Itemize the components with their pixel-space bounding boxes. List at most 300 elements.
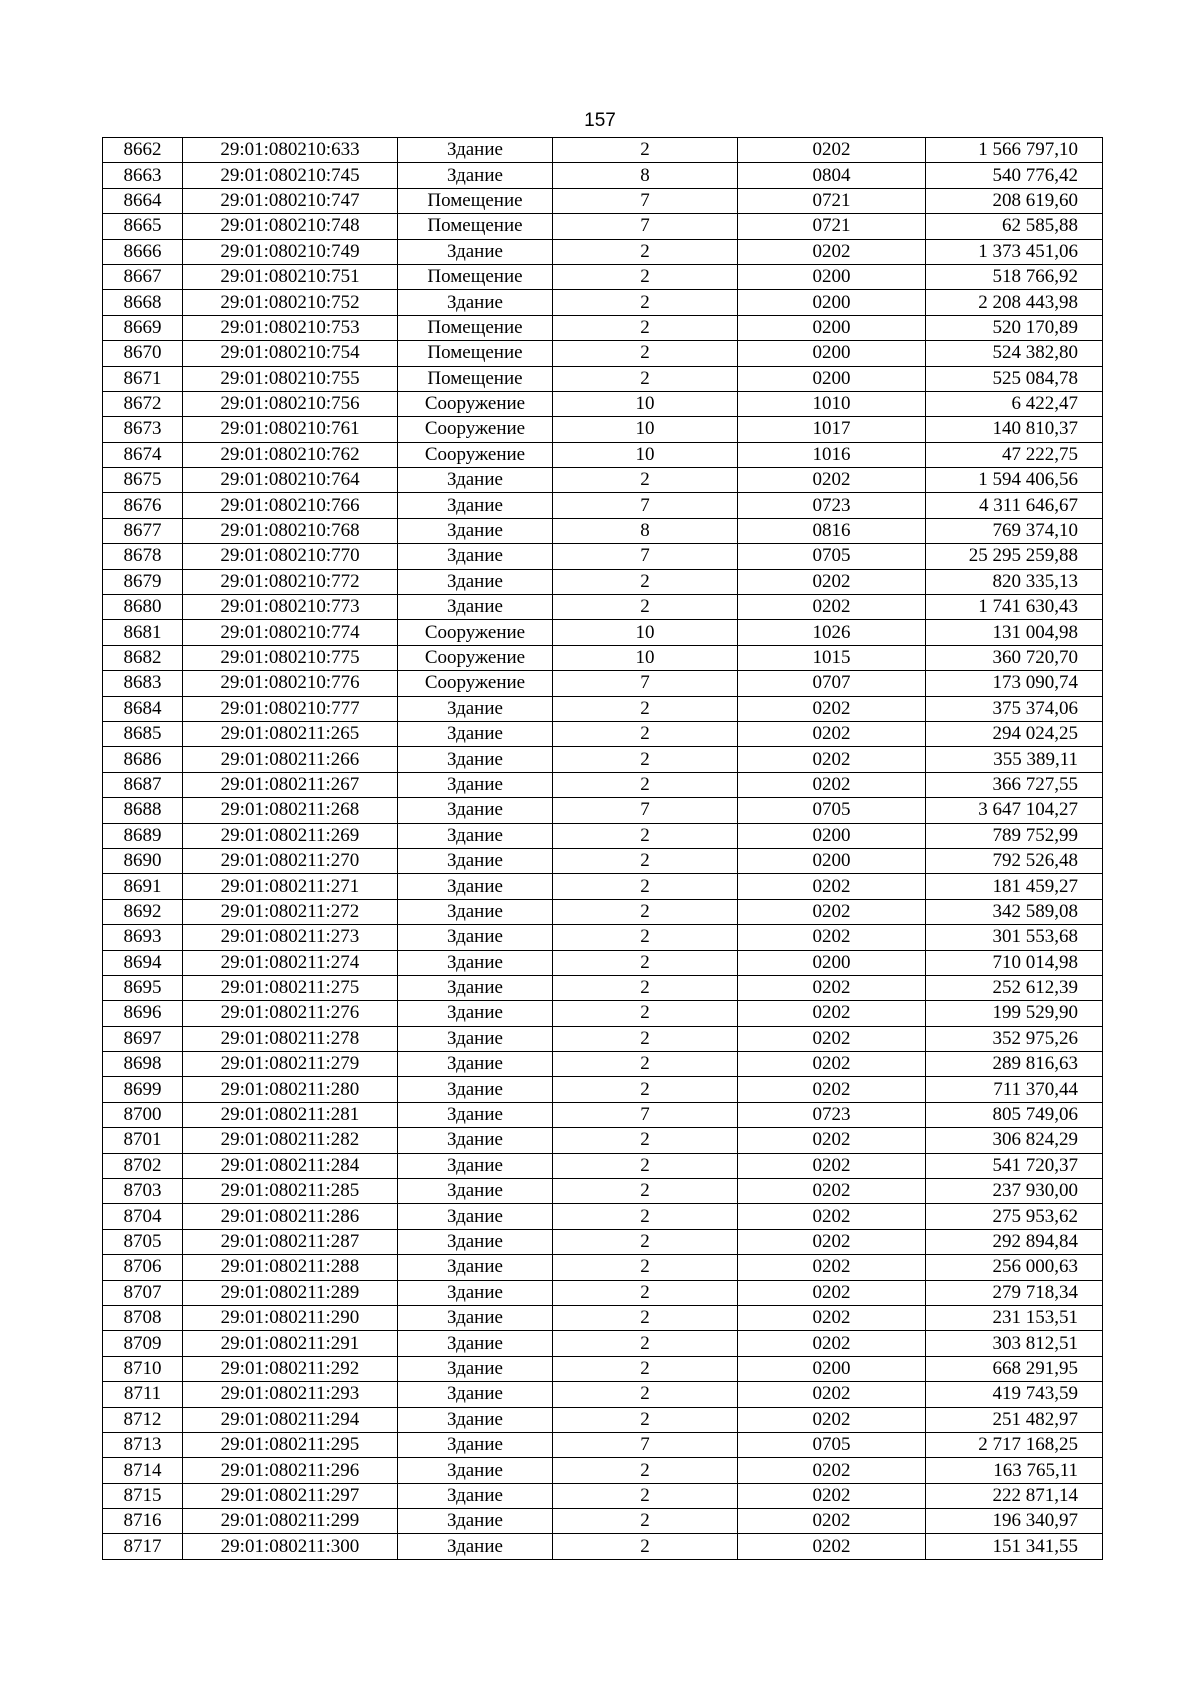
group-cell: 10 [553, 620, 738, 645]
row-number-cell: 8671 [103, 366, 183, 391]
cadastral-value-cell: 541 720,37 [926, 1153, 1103, 1178]
group-cell: 10 [553, 645, 738, 670]
code-cell: 0804 [738, 163, 926, 188]
code-cell: 0202 [738, 1153, 926, 1178]
code-cell: 0202 [738, 1458, 926, 1483]
code-cell: 1016 [738, 442, 926, 467]
cadastral-number-cell: 29:01:080211:267 [183, 772, 398, 797]
row-number-cell: 8717 [103, 1534, 183, 1559]
row-number-cell: 8712 [103, 1407, 183, 1432]
table-row [103, 442, 1103, 467]
cadastral-number-cell: 29:01:080210:747 [183, 188, 398, 213]
cadastral-value-cell: 25 295 259,88 [926, 544, 1103, 569]
code-cell: 0721 [738, 214, 926, 239]
table-row [103, 1229, 1103, 1254]
cadastral-value-cell: 1 741 630,43 [926, 595, 1103, 620]
table-row [103, 645, 1103, 670]
code-cell: 0202 [738, 899, 926, 924]
group-cell: 2 [553, 1179, 738, 1204]
cadastral-number-cell: 29:01:080211:280 [183, 1077, 398, 1102]
cadastral-number-cell: 29:01:080210:776 [183, 671, 398, 696]
object-type-cell: Помещение [398, 264, 553, 289]
table-row [103, 391, 1103, 416]
cadastral-number-cell: 29:01:080211:282 [183, 1128, 398, 1153]
group-cell: 2 [553, 1026, 738, 1051]
row-number-cell: 8665 [103, 214, 183, 239]
cadastral-value-cell: 518 766,92 [926, 264, 1103, 289]
object-type-cell: Здание [398, 874, 553, 899]
cadastral-number-cell: 29:01:080210:773 [183, 595, 398, 620]
cadastral-value-cell: 256 000,63 [926, 1255, 1103, 1280]
table-row [103, 1509, 1103, 1534]
table-row [103, 899, 1103, 924]
row-number-cell: 8699 [103, 1077, 183, 1102]
cadastral-value-cell: 199 529,90 [926, 1001, 1103, 1026]
cadastral-number-cell: 29:01:080210:745 [183, 163, 398, 188]
code-cell: 1026 [738, 620, 926, 645]
code-cell: 0202 [738, 975, 926, 1000]
cadastral-value-cell: 289 816,63 [926, 1052, 1103, 1077]
object-type-cell: Здание [398, 899, 553, 924]
cadastral-number-cell: 29:01:080211:265 [183, 721, 398, 746]
table-row [103, 138, 1103, 163]
cadastral-number-cell: 29:01:080211:285 [183, 1179, 398, 1204]
cadastral-value-cell: 525 084,78 [926, 366, 1103, 391]
code-cell: 0816 [738, 518, 926, 543]
object-type-cell: Здание [398, 1280, 553, 1305]
code-cell: 0202 [738, 595, 926, 620]
cadastral-number-cell: 29:01:080211:294 [183, 1407, 398, 1432]
group-cell: 2 [553, 925, 738, 950]
code-cell: 0202 [738, 1305, 926, 1330]
cadastral-value-cell: 419 743,59 [926, 1382, 1103, 1407]
row-number-cell: 8707 [103, 1280, 183, 1305]
cadastral-value-cell: 301 553,68 [926, 925, 1103, 950]
object-type-cell: Помещение [398, 188, 553, 213]
cadastral-value-cell: 208 619,60 [926, 188, 1103, 213]
object-type-cell: Здание [398, 468, 553, 493]
group-cell: 2 [553, 823, 738, 848]
table-row [103, 772, 1103, 797]
cadastral-value-cell: 1 594 406,56 [926, 468, 1103, 493]
table-row [103, 569, 1103, 594]
group-cell: 8 [553, 163, 738, 188]
object-type-cell: Сооружение [398, 442, 553, 467]
cadastral-number-cell: 29:01:080211:293 [183, 1382, 398, 1407]
table-body [103, 138, 1103, 1560]
cadastral-value-cell: 292 894,84 [926, 1229, 1103, 1254]
row-number-cell: 8670 [103, 341, 183, 366]
row-number-cell: 8686 [103, 747, 183, 772]
cadastral-value-cell: 173 090,74 [926, 671, 1103, 696]
cadastral-value-cell: 2 208 443,98 [926, 290, 1103, 315]
table-row [103, 341, 1103, 366]
cadastral-number-cell: 29:01:080210:754 [183, 341, 398, 366]
object-type-cell: Здание [398, 1458, 553, 1483]
cadastral-value-cell: 360 720,70 [926, 645, 1103, 670]
object-type-cell: Помещение [398, 366, 553, 391]
code-cell: 0202 [738, 1534, 926, 1559]
table-row [103, 188, 1103, 213]
cadastral-value-cell: 820 335,13 [926, 569, 1103, 594]
code-cell: 0200 [738, 264, 926, 289]
cadastral-value-cell: 151 341,55 [926, 1534, 1103, 1559]
cadastral-value-cell: 710 014,98 [926, 950, 1103, 975]
table-row [103, 950, 1103, 975]
row-number-cell: 8706 [103, 1255, 183, 1280]
row-number-cell: 8702 [103, 1153, 183, 1178]
cadastral-value-cell: 1 566 797,10 [926, 138, 1103, 163]
code-cell: 0202 [738, 1407, 926, 1432]
row-number-cell: 8689 [103, 823, 183, 848]
row-number-cell: 8668 [103, 290, 183, 315]
cadastral-value-cell: 237 930,00 [926, 1179, 1103, 1204]
object-type-cell: Здание [398, 1153, 553, 1178]
group-cell: 10 [553, 442, 738, 467]
group-cell: 7 [553, 214, 738, 239]
row-number-cell: 8695 [103, 975, 183, 1000]
object-type-cell: Здание [398, 1128, 553, 1153]
table-row [103, 1432, 1103, 1457]
object-type-cell: Здание [398, 1432, 553, 1457]
table-row [103, 823, 1103, 848]
object-type-cell: Здание [398, 721, 553, 746]
code-cell: 0202 [738, 1280, 926, 1305]
code-cell: 0202 [738, 1128, 926, 1153]
group-cell: 2 [553, 366, 738, 391]
cadastral-value-cell: 805 749,06 [926, 1102, 1103, 1127]
object-type-cell: Здание [398, 544, 553, 569]
cadastral-value-cell: 163 765,11 [926, 1458, 1103, 1483]
code-cell: 0202 [738, 1179, 926, 1204]
cadastral-number-cell: 29:01:080210:752 [183, 290, 398, 315]
object-type-cell: Здание [398, 1407, 553, 1432]
group-cell: 2 [553, 975, 738, 1000]
cadastral-value-cell: 279 718,34 [926, 1280, 1103, 1305]
object-type-cell: Здание [398, 595, 553, 620]
table-row [103, 493, 1103, 518]
cadastral-number-cell: 29:01:080210:766 [183, 493, 398, 518]
object-type-cell: Здание [398, 798, 553, 823]
code-cell: 0202 [738, 1509, 926, 1534]
cadastral-number-cell: 29:01:080210:775 [183, 645, 398, 670]
row-number-cell: 8664 [103, 188, 183, 213]
table-row [103, 747, 1103, 772]
group-cell: 2 [553, 1407, 738, 1432]
group-cell: 2 [553, 696, 738, 721]
table-row [103, 1534, 1103, 1559]
table-row [103, 1356, 1103, 1381]
object-type-cell: Здание [398, 823, 553, 848]
table-row [103, 1204, 1103, 1229]
group-cell: 10 [553, 391, 738, 416]
code-cell: 0202 [738, 1483, 926, 1508]
group-cell: 7 [553, 671, 738, 696]
row-number-cell: 8715 [103, 1483, 183, 1508]
cadastral-value-cell: 342 589,08 [926, 899, 1103, 924]
row-number-cell: 8678 [103, 544, 183, 569]
row-number-cell: 8674 [103, 442, 183, 467]
cadastral-value-cell: 668 291,95 [926, 1356, 1103, 1381]
code-cell: 0202 [738, 239, 926, 264]
object-type-cell: Сооружение [398, 671, 553, 696]
cadastral-value-cell: 131 004,98 [926, 620, 1103, 645]
group-cell: 2 [553, 1382, 738, 1407]
object-type-cell: Здание [398, 518, 553, 543]
group-cell: 8 [553, 518, 738, 543]
row-number-cell: 8663 [103, 163, 183, 188]
object-type-cell: Здание [398, 772, 553, 797]
code-cell: 0202 [738, 1052, 926, 1077]
cadastral-number-cell: 29:01:080211:266 [183, 747, 398, 772]
table-row [103, 1179, 1103, 1204]
cadastral-number-cell: 29:01:080211:281 [183, 1102, 398, 1127]
code-cell: 0202 [738, 1255, 926, 1280]
table-row [103, 925, 1103, 950]
row-number-cell: 8711 [103, 1382, 183, 1407]
object-type-cell: Здание [398, 975, 553, 1000]
row-number-cell: 8696 [103, 1001, 183, 1026]
group-cell: 2 [553, 468, 738, 493]
group-cell: 7 [553, 544, 738, 569]
table-row [103, 671, 1103, 696]
row-number-cell: 8709 [103, 1331, 183, 1356]
cadastral-value-cell: 62 585,88 [926, 214, 1103, 239]
group-cell: 2 [553, 1458, 738, 1483]
cadastral-number-cell: 29:01:080211:270 [183, 848, 398, 873]
table-row [103, 1077, 1103, 1102]
cadastral-number-cell: 29:01:080210:762 [183, 442, 398, 467]
row-number-cell: 8701 [103, 1128, 183, 1153]
code-cell: 0200 [738, 341, 926, 366]
cadastral-number-cell: 29:01:080211:295 [183, 1432, 398, 1457]
group-cell: 2 [553, 1255, 738, 1280]
code-cell: 0202 [738, 1382, 926, 1407]
cadastral-number-cell: 29:01:080211:287 [183, 1229, 398, 1254]
code-cell: 0202 [738, 747, 926, 772]
row-number-cell: 8710 [103, 1356, 183, 1381]
object-type-cell: Сооружение [398, 391, 553, 416]
row-number-cell: 8669 [103, 315, 183, 340]
code-cell: 0707 [738, 671, 926, 696]
object-type-cell: Сооружение [398, 417, 553, 442]
row-number-cell: 8685 [103, 721, 183, 746]
table-row [103, 518, 1103, 543]
group-cell: 7 [553, 798, 738, 823]
table-row [103, 1001, 1103, 1026]
object-type-cell: Здание [398, 1026, 553, 1051]
code-cell: 0200 [738, 950, 926, 975]
group-cell: 2 [553, 950, 738, 975]
group-cell: 7 [553, 188, 738, 213]
table-row [103, 1102, 1103, 1127]
table-row [103, 1128, 1103, 1153]
object-type-cell: Здание [398, 950, 553, 975]
cadastral-value-table [102, 137, 1103, 1560]
code-cell: 1015 [738, 645, 926, 670]
object-type-cell: Помещение [398, 214, 553, 239]
table-row [103, 1407, 1103, 1432]
object-type-cell: Здание [398, 1483, 553, 1508]
code-cell: 0202 [738, 569, 926, 594]
table-row [103, 239, 1103, 264]
object-type-cell: Здание [398, 1229, 553, 1254]
row-number-cell: 8704 [103, 1204, 183, 1229]
group-cell: 2 [553, 747, 738, 772]
object-type-cell: Здание [398, 1102, 553, 1127]
cadastral-number-cell: 29:01:080210:770 [183, 544, 398, 569]
object-type-cell: Здание [398, 569, 553, 594]
cadastral-value-cell: 294 024,25 [926, 721, 1103, 746]
object-type-cell: Здание [398, 493, 553, 518]
cadastral-number-cell: 29:01:080211:272 [183, 899, 398, 924]
row-number-cell: 8666 [103, 239, 183, 264]
cadastral-number-cell: 29:01:080211:300 [183, 1534, 398, 1559]
code-cell: 0202 [738, 1026, 926, 1051]
cadastral-number-cell: 29:01:080211:279 [183, 1052, 398, 1077]
object-type-cell: Здание [398, 290, 553, 315]
row-number-cell: 8675 [103, 468, 183, 493]
table-row [103, 1026, 1103, 1051]
group-cell: 2 [553, 1128, 738, 1153]
object-type-cell: Сооружение [398, 645, 553, 670]
code-cell: 0202 [738, 1077, 926, 1102]
row-number-cell: 8690 [103, 848, 183, 873]
group-cell: 10 [553, 417, 738, 442]
code-cell: 0200 [738, 315, 926, 340]
row-number-cell: 8684 [103, 696, 183, 721]
row-number-cell: 8683 [103, 671, 183, 696]
row-number-cell: 8662 [103, 138, 183, 163]
code-cell: 0202 [738, 925, 926, 950]
table-row [103, 315, 1103, 340]
code-cell: 0202 [738, 1229, 926, 1254]
cadastral-number-cell: 29:01:080211:286 [183, 1204, 398, 1229]
row-number-cell: 8682 [103, 645, 183, 670]
object-type-cell: Здание [398, 1356, 553, 1381]
group-cell: 7 [553, 1432, 738, 1457]
row-number-cell: 8705 [103, 1229, 183, 1254]
code-cell: 0202 [738, 1331, 926, 1356]
cadastral-value-cell: 375 374,06 [926, 696, 1103, 721]
object-type-cell: Здание [398, 696, 553, 721]
cadastral-value-cell: 306 824,29 [926, 1128, 1103, 1153]
cadastral-number-cell: 29:01:080210:772 [183, 569, 398, 594]
group-cell: 7 [553, 493, 738, 518]
cadastral-value-cell: 366 727,55 [926, 772, 1103, 797]
group-cell: 2 [553, 264, 738, 289]
table-row [103, 544, 1103, 569]
row-number-cell: 8679 [103, 569, 183, 594]
code-cell: 0705 [738, 1432, 926, 1457]
cadastral-number-cell: 29:01:080211:291 [183, 1331, 398, 1356]
object-type-cell: Здание [398, 1204, 553, 1229]
object-type-cell: Здание [398, 1052, 553, 1077]
cadastral-value-cell: 792 526,48 [926, 848, 1103, 873]
row-number-cell: 8698 [103, 1052, 183, 1077]
group-cell: 2 [553, 899, 738, 924]
row-number-cell: 8694 [103, 950, 183, 975]
object-type-cell: Здание [398, 1331, 553, 1356]
cadastral-number-cell: 29:01:080211:299 [183, 1509, 398, 1534]
group-cell: 2 [553, 239, 738, 264]
group-cell: 2 [553, 315, 738, 340]
table-row [103, 874, 1103, 899]
cadastral-number-cell: 29:01:080211:273 [183, 925, 398, 950]
group-cell: 2 [553, 1509, 738, 1534]
table-row [103, 1052, 1103, 1077]
cadastral-number-cell: 29:01:080211:271 [183, 874, 398, 899]
code-cell: 0202 [738, 721, 926, 746]
group-cell: 2 [553, 721, 738, 746]
code-cell: 0202 [738, 874, 926, 899]
cadastral-number-cell: 29:01:080210:777 [183, 696, 398, 721]
code-cell: 0705 [738, 544, 926, 569]
row-number-cell: 8681 [103, 620, 183, 645]
row-number-cell: 8680 [103, 595, 183, 620]
group-cell: 2 [553, 874, 738, 899]
object-type-cell: Здание [398, 239, 553, 264]
group-cell: 2 [553, 1483, 738, 1508]
cadastral-value-cell: 789 752,99 [926, 823, 1103, 848]
row-number-cell: 8687 [103, 772, 183, 797]
cadastral-number-cell: 29:01:080211:289 [183, 1280, 398, 1305]
table-row [103, 1255, 1103, 1280]
row-number-cell: 8688 [103, 798, 183, 823]
group-cell: 2 [553, 1153, 738, 1178]
cadastral-number-cell: 29:01:080210:756 [183, 391, 398, 416]
cadastral-value-cell: 524 382,80 [926, 341, 1103, 366]
group-cell: 2 [553, 1280, 738, 1305]
cadastral-value-cell: 1 373 451,06 [926, 239, 1103, 264]
cadastral-value-cell: 231 153,51 [926, 1305, 1103, 1330]
row-number-cell: 8673 [103, 417, 183, 442]
group-cell: 2 [553, 1229, 738, 1254]
row-number-cell: 8692 [103, 899, 183, 924]
table-row [103, 1305, 1103, 1330]
code-cell: 0200 [738, 1356, 926, 1381]
object-type-cell: Здание [398, 848, 553, 873]
cadastral-number-cell: 29:01:080211:268 [183, 798, 398, 823]
group-cell: 2 [553, 1001, 738, 1026]
group-cell: 2 [553, 848, 738, 873]
cadastral-number-cell: 29:01:080210:768 [183, 518, 398, 543]
cadastral-value-cell: 355 389,11 [926, 747, 1103, 772]
page-number: 157 [584, 110, 616, 131]
code-cell: 0202 [738, 138, 926, 163]
object-type-cell: Помещение [398, 315, 553, 340]
group-cell: 2 [553, 595, 738, 620]
table-row [103, 721, 1103, 746]
group-cell: 2 [553, 1052, 738, 1077]
table-row [103, 620, 1103, 645]
group-cell: 2 [553, 1204, 738, 1229]
row-number-cell: 8667 [103, 264, 183, 289]
cadastral-value-cell: 4 311 646,67 [926, 493, 1103, 518]
cadastral-number-cell: 29:01:080211:288 [183, 1255, 398, 1280]
cadastral-number-cell: 29:01:080210:748 [183, 214, 398, 239]
group-cell: 2 [553, 569, 738, 594]
object-type-cell: Здание [398, 1255, 553, 1280]
cadastral-number-cell: 29:01:080211:278 [183, 1026, 398, 1051]
object-type-cell: Здание [398, 138, 553, 163]
code-cell: 0705 [738, 798, 926, 823]
table-row [103, 595, 1103, 620]
code-cell: 0200 [738, 366, 926, 391]
table-row [103, 798, 1103, 823]
group-cell: 2 [553, 138, 738, 163]
cadastral-number-cell: 29:01:080210:761 [183, 417, 398, 442]
